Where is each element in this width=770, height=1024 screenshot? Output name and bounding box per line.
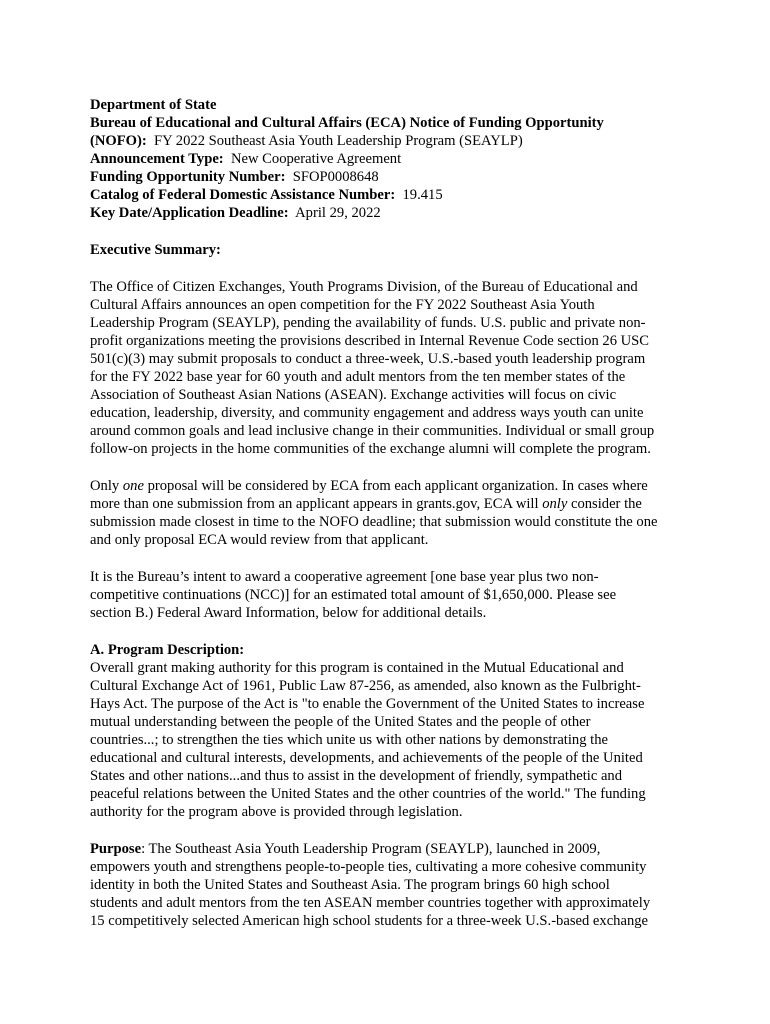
paragraph-line: The Office of Citizen Exchanges, Youth Programs Division, of the Bureau of Educational and — [90, 279, 638, 295]
text-run: consider the — [567, 496, 642, 512]
cfda-line — [90, 186, 690, 204]
paragraph-line: follow-on projects in the home communities of the exchange alumni will complete the program. — [90, 441, 651, 457]
paragraph-line: identity in both the United States and Southeast Asia. The program brings 60 high school — [90, 877, 610, 893]
paragraph-line: educational and cultural interests, developments, and achievements of the people of the United — [90, 750, 643, 766]
executive-summary-paragraph-1 — [90, 278, 690, 458]
paragraph-line: around common goals and lead inclusive change in their communities. Individual or small group — [90, 423, 655, 439]
spacer — [90, 458, 690, 477]
paragraph-line: students and adult mentors from the ten ASEAN member countries together with approximately — [90, 895, 651, 911]
spacer — [90, 821, 690, 840]
spacer — [90, 222, 690, 241]
spacer — [90, 259, 690, 278]
paragraph-line: 501(c)(3) may submit proposals to conduct a three-week, U.S.-based youth leadership program — [90, 351, 646, 367]
text-run: proposal will be considered by ECA from each applicant organization. In cases where — [143, 478, 648, 494]
funding-number-value: SFOP0008648 — [292, 169, 379, 185]
executive-summary-paragraph-3 — [90, 568, 690, 622]
purpose-paragraph — [90, 840, 690, 930]
nofo-line — [90, 132, 690, 150]
paragraph-line: countries...; to strengthen the ties which unite us with other nations by demonstrating the — [90, 732, 608, 748]
document-header — [90, 96, 690, 222]
department-title: Department of State — [90, 97, 217, 113]
text-run: more than one submission from an applicant appears in grants.gov, ECA will — [90, 496, 543, 512]
paragraph-line: empowers youth and strengthens people-to-people ties, cultivating a more cohesive community — [90, 859, 647, 875]
spacer — [90, 549, 690, 568]
text-run: : The Southeast Asia Youth Leadership Program (SEAYLP), launched in 2009, — [141, 841, 601, 857]
nofo-value: FY 2022 Southeast Asia Youth Leadership Program (SEAYLP) — [154, 133, 523, 149]
paragraph-line: Cultural Exchange Act of 1961, Public Law 87-256, as amended, also known as the Fulbright- — [90, 678, 641, 694]
text-run: Only — [90, 478, 123, 494]
paragraph-line — [90, 495, 690, 513]
funding-number-line — [90, 168, 690, 186]
program-description-paragraph — [90, 659, 690, 821]
paragraph-line: education, leadership, diversity, and community engagement and address ways youth can unite — [90, 405, 644, 421]
emphasis-only: only — [542, 496, 568, 512]
paragraph-line: Leadership Program (SEAYLP), pending the availability of funds. U.S. public and private non- — [90, 315, 646, 331]
paragraph-line: profit organizations meeting the provisions described in Internal Revenue Code section 26 USC — [90, 333, 650, 349]
executive-summary-paragraph-2 — [90, 477, 690, 549]
cfda-value: 19.415 — [402, 187, 443, 203]
paragraph-line: peaceful relations between the United States and the other countries of the world." The funding — [90, 786, 646, 802]
paragraph-line: Cultural Affairs announces an open competition for the FY 2022 Southeast Asia Youth — [90, 297, 595, 313]
executive-summary-heading: Executive Summary: — [90, 242, 221, 258]
announcement-type-label: Announcement Type: — [90, 151, 224, 167]
paragraph-line: It is the Bureau’s intent to award a cooperative agreement [one base year plus two non- — [90, 569, 599, 585]
purpose-label: Purpose — [90, 841, 142, 857]
paragraph-line — [90, 477, 690, 495]
announcement-type-line — [90, 150, 690, 168]
paragraph-line: States and other nations...and thus to assist in the development of friendly, sympathetic and — [90, 768, 623, 784]
deadline-value: April 29, 2022 — [295, 205, 381, 221]
paragraph-line: and only proposal ECA would review from that applicant. — [90, 532, 429, 548]
paragraph-line: mutual understanding between the people of the United States and the people of other — [90, 714, 591, 730]
paragraph-line: Association of Southeast Asian Nations (ASEAN). Exchange activities will focus on civic — [90, 387, 617, 403]
emphasis-one: one — [122, 478, 144, 494]
nofo-label: (NOFO): — [90, 133, 147, 149]
paragraph-line: 15 competitively selected American high school students for a three-week U.S.-based exchange — [90, 913, 649, 929]
deadline-line — [90, 204, 690, 222]
funding-number-label: Funding Opportunity Number: — [90, 169, 286, 185]
paragraph-line: authority for the program above is provided through legislation. — [90, 804, 463, 820]
paragraph-line: section B.) Federal Award Information, below for additional details. — [90, 605, 487, 621]
paragraph-line: for the FY 2022 base year for 60 youth and adult mentors from the ten member states of the — [90, 369, 626, 385]
cfda-label: Catalog of Federal Domestic Assistance Number: — [90, 187, 396, 203]
paragraph-line: submission made closest in time to the NOFO deadline; that submission would constitute the one — [90, 514, 658, 530]
bureau-title: Bureau of Educational and Cultural Affairs (ECA) Notice of Funding Opportunity — [90, 115, 604, 131]
spacer — [90, 622, 690, 641]
program-description-heading: A. Program Description: — [90, 642, 245, 658]
paragraph-line: Overall grant making authority for this program is contained in the Mutual Educational and — [90, 660, 624, 676]
paragraph-line — [90, 840, 690, 858]
announcement-type-value: New Cooperative Agreement — [230, 151, 402, 167]
paragraph-line: competitive continuations (NCC)] for an estimated total amount of $1,650,000. Please see — [90, 587, 617, 603]
deadline-label: Key Date/Application Deadline: — [90, 205, 289, 221]
paragraph-line: Hays Act. The purpose of the Act is "to enable the Government of the United States to increase — [90, 696, 645, 712]
